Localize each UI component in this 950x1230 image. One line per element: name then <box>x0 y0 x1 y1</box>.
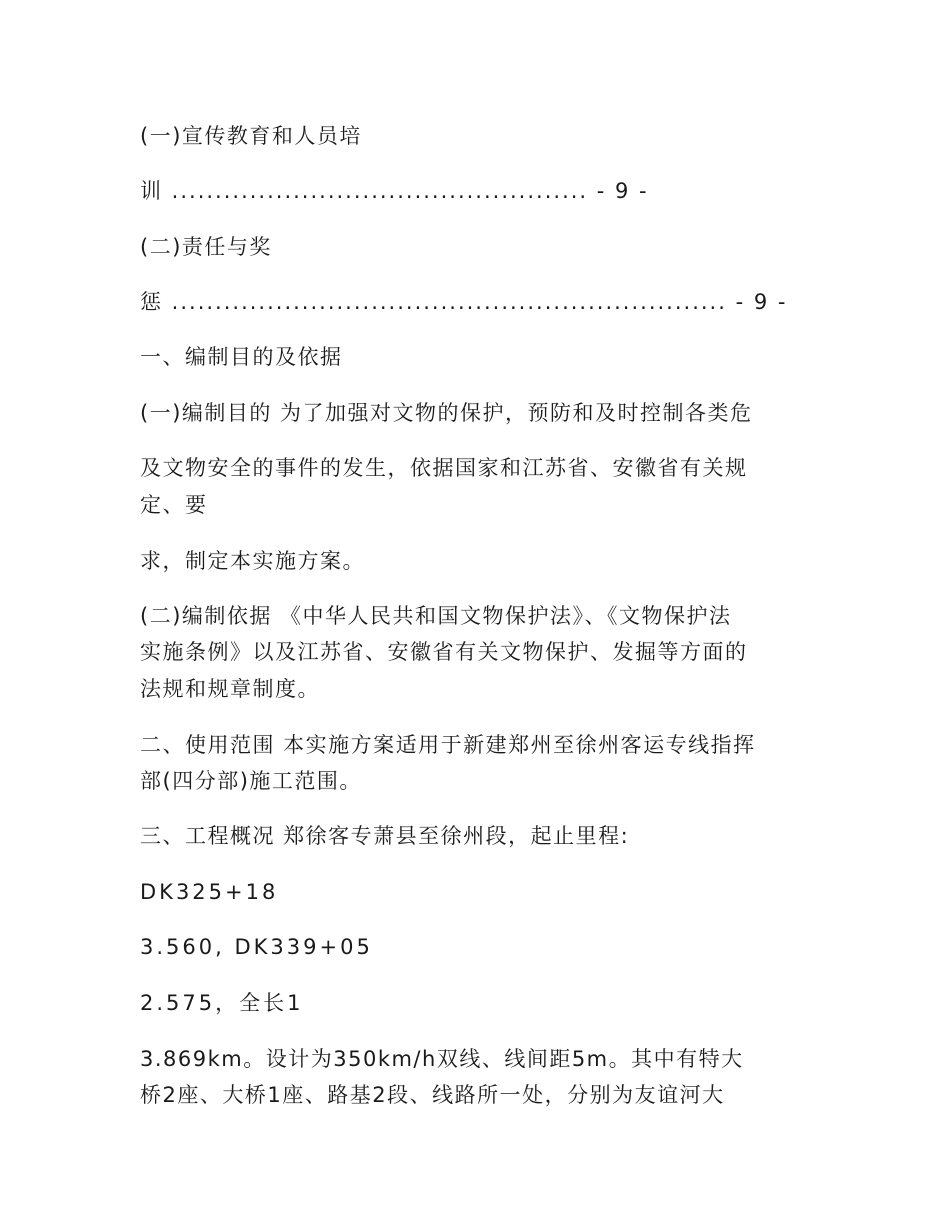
toc-entry-dots-2: 惩 ................................................................ - 9 - <box>140 290 788 314</box>
toc-entry-title-2: (二)责任与奖 <box>140 235 272 259</box>
section-heading-2: 二、使用范围 本实施方案适用于新建郑州至徐州客运专线指挥 <box>140 733 756 757</box>
paragraph-line: 桥2座、大桥1座、路基2段、线路所一处，分别为友谊河大 <box>140 1083 725 1107</box>
paragraph-line: 实施条例》以及江苏省、安徽省有关文物保护、发掘等方面的 <box>140 640 748 664</box>
paragraph-line: (一)编制目的 为了加强对文物的保护，预防和及时控制各类危 <box>140 401 753 425</box>
toc-entry-dots-1: 训 ................................................ - 9 - <box>140 179 649 203</box>
paragraph-line: 3.869km。设计为350km/h双线、线间距5m。其中有特大 <box>140 1047 744 1071</box>
toc-entry-title-1: (一)宣传教育和人员培 <box>140 124 362 148</box>
paragraph-line: 及文物安全的事件的发生，依据国家和江苏省、安徽省有关规 <box>140 456 748 480</box>
paragraph-line: 法规和规章制度。 <box>140 677 320 701</box>
paragraph-line: 部(四分部)施工范围。 <box>140 769 362 793</box>
section-heading-3: 三、工程概况 郑徐客专萧县至徐州段，起止里程: <box>140 824 630 848</box>
paragraph-line: (二)编制依据 《中华人民共和国文物保护法》、《文物保护法 <box>140 604 732 628</box>
paragraph-line: 求，制定本实施方案。 <box>140 549 365 573</box>
section-heading-1: 一、编制目的及依据 <box>140 345 343 369</box>
paragraph-line: 3.560, DK339+05 <box>140 935 373 959</box>
paragraph-line: 定、要 <box>140 493 208 517</box>
paragraph-line: 2.575，全长1 <box>140 991 304 1015</box>
paragraph-line: DK325+18 <box>140 880 279 904</box>
